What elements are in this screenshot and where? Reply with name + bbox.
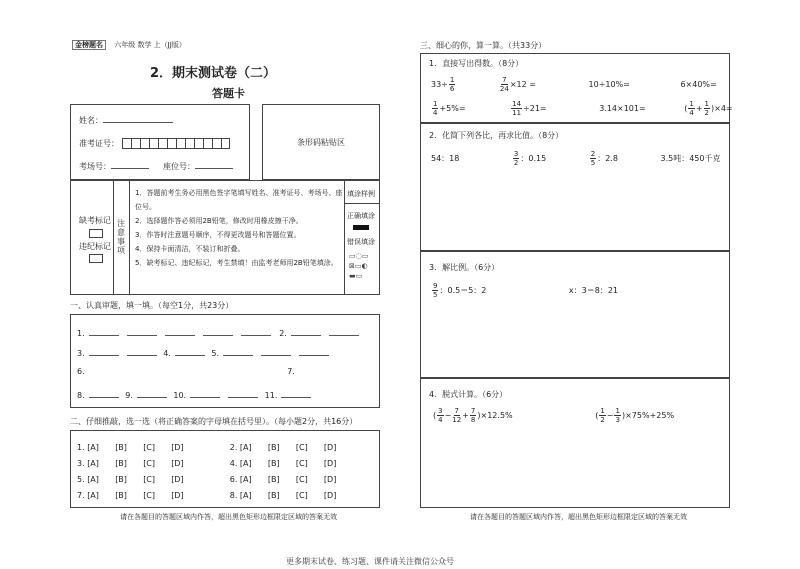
q2-box: 2．化简下列各比，再求比值。（8分） 54：18 $\frac{3}{2}$ ：0.15 $\frac{2}{5}$ ：2.8 3.5吨：450千克 (420, 123, 730, 251)
name-field[interactable]: 姓名： (79, 115, 173, 126)
choice-row[interactable]: 3. [A] [B] [C] [D] 4. [A] [B] [C] [D] (77, 459, 337, 468)
footer-note-right: 请在各题目的答题区域内作答，超出黑色矩形边框限定区域的答案无效 (470, 513, 687, 521)
section2-title: 二、仔细推敲，选一选（将正确答案的字母填在括号里）。（每小题2分，共16分） (70, 417, 358, 426)
section2-answer-box (70, 430, 380, 508)
section3-title: 三、细心的你，算一算。（共33分） (420, 41, 547, 50)
fill-example-title: 填涂样例 (347, 190, 375, 198)
choice-row[interactable]: 1. [A] [B] [C] [D] 2. [A] [B] [C] [D] (77, 443, 337, 452)
barcode-area: 条形码粘贴区 (262, 104, 380, 180)
brand-logo: 金榜题名 (72, 40, 106, 50)
notes-title: 注意事项 (117, 219, 125, 255)
notes-list (135, 186, 343, 270)
id-field[interactable]: 准考证号： (79, 138, 230, 149)
wrong-fill-samples: ▭◌▭ ⊠▭◐ ▬▭ (349, 252, 369, 280)
choice-row[interactable]: 5. [A] [B] [C] [D] 6. [A] [B] [C] [D] (77, 475, 337, 484)
page-title: 2．期末测试卷（二） (150, 66, 277, 81)
page-subtitle: 答题卡 (212, 87, 245, 100)
section1-answer-box: 1. 2. 3. 4. 5. 6. 7. 8. 9. 10. 11. (70, 314, 380, 408)
absent-mark-box[interactable] (89, 229, 103, 238)
room-field[interactable]: 考场号： (79, 161, 149, 172)
wrong-fill-label: 错误填涂 (347, 238, 375, 246)
grade-label: 六年级 数学 上（JJ版） (114, 41, 186, 49)
student-info-box (70, 104, 250, 180)
correct-fill-label: 正确填涂 (347, 212, 375, 220)
section1-title: 一、认真审题，填一填。（每空1分，共23分） (70, 301, 234, 310)
notes-box (70, 180, 380, 295)
violation-mark-box[interactable] (89, 254, 103, 263)
note-item: 1．答题前考生务必用黑色签字笔填写姓名、准考证号、考场号、座位号。 (135, 189, 343, 211)
page-header (72, 40, 186, 50)
seat-field[interactable]: 座位号： (163, 161, 233, 172)
correct-fill-sample (353, 225, 369, 230)
q4-box: 4．脱式计算。（6分） ( $\frac{3}{4}$ − $\frac{7}{12}$ + $\frac{7}{8}$ )×12.5% ( $\frac{1}{2}$ − $\frac{1}{3}$ )×75%+25% (420, 378, 730, 508)
absent-mark-label: 缺考标记 (79, 216, 111, 225)
note-item: 5．缺考标记、违纪标记，考生禁填！由监考老师用2B铅笔填涂。 (135, 259, 338, 267)
q1-box: 1．直接写出得数。（8分） 33÷ $\frac{1}{6}$ $\frac{7}{24}$ ×12 = 10÷10%= 6×40%= $\frac{1}{4}$ +5%= $\frac{14}{11}$ ÷21= 3.14×101= ( $\frac{1}{4}$ + $\frac{1}{2}$ )×4= (420, 53, 730, 123)
note-item: 3．作答时注意题号顺序，不得更改题号和答题位置。 (135, 231, 301, 239)
note-item: 4．保持卡面清洁，不装订和折叠。 (135, 245, 245, 253)
bottom-note: 更多期末试卷、练习题、课件请关注微信公众号 (286, 557, 454, 566)
choice-row[interactable]: 7. [A] [B] [C] [D] 8. [A] [B] [C] [D] (77, 491, 337, 500)
note-item: 2．选择题作答必须用2B铅笔，修改时用橡皮擦干净。 (135, 217, 303, 225)
footer-note-left: 请在各题目的答题区域内作答，超出黑色矩形边框限定区域的答案无效 (120, 513, 337, 521)
id-cells[interactable] (122, 138, 230, 149)
q3-box: 3．解比例。（6分） $\frac{9}{5}$ ：0.5＝5：2 x：3＝8：21 (420, 251, 730, 378)
violation-mark-label: 违纪标记 (79, 242, 111, 251)
